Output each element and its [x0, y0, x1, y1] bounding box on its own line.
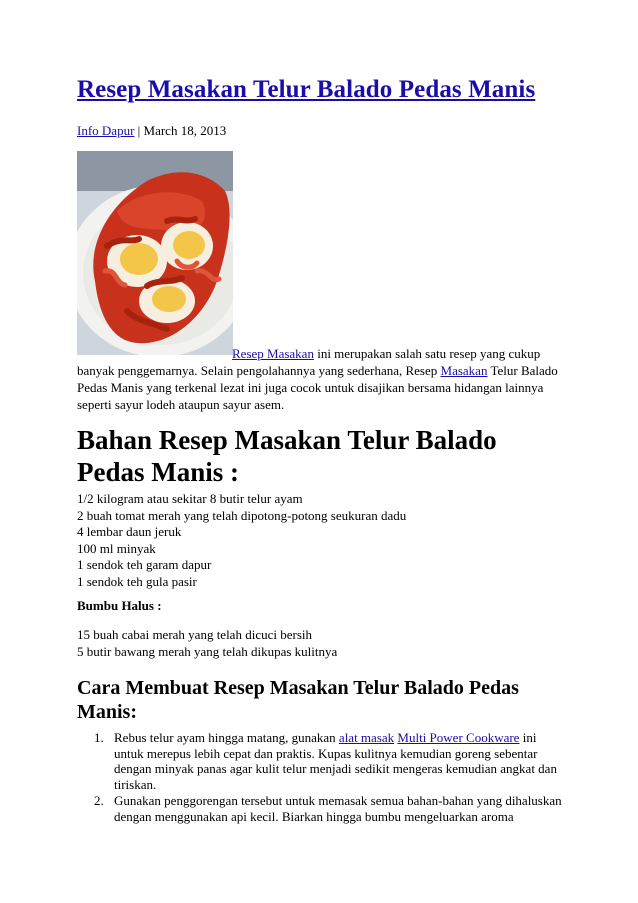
bumbu-heading: Bumbu Halus : — [77, 598, 162, 613]
step-text-rest: ini untuk merepus lebih cepat dan praktis. Kupas kulitnya kemudian goreng sebentar dengan minyak panas agar kulit telur menjadi sedikit mengeras kemudian angkat dan tiriskan. — [114, 730, 557, 792]
telur-balado-photo — [77, 151, 233, 355]
ingredients-heading: Bahan Resep Masakan Telur Balado Pedas Manis : — [77, 425, 497, 487]
intro-text-1: ini merupakan salah satu resep yang cukup — [313, 346, 541, 361]
steps-heading: Cara Membuat Resep Masakan Telur Balado Pedas Manis: — [77, 677, 519, 723]
publish-date: March 18, 2013 — [143, 123, 227, 138]
step-item — [77, 793, 563, 824]
ingredient-item: 100 ml minyak — [77, 540, 156, 556]
steps-list — [77, 730, 563, 825]
multi-power-cookware-link[interactable]: Multi Power Cookware — [397, 730, 520, 745]
intro-paragraph — [77, 345, 563, 413]
step-item — [77, 730, 563, 792]
article-title[interactable]: Resep Masakan Telur Balado Pedas Manis — [77, 76, 536, 103]
intro-first-line — [77, 345, 563, 362]
ingredient-item: 1 sendok teh gula pasir — [77, 573, 197, 589]
bumbu-item: 15 buah cabai merah yang telah dicuci bersih — [77, 627, 312, 642]
step-text: Gunakan penggorengan tersebut untuk memasak semua bahan-bahan yang dihaluskan dengan menggunakan api kecil. Biarkan hingga bumbu mengeluarkan aroma — [114, 793, 562, 824]
category-link[interactable]: Info Dapur — [77, 123, 135, 138]
ingredient-item: 4 lembar daun jeruk — [77, 524, 182, 539]
ingredient-item: 2 buah tomat merah yang telah dipotong-potong seukuran dadu — [77, 507, 407, 523]
food-illustration — [77, 151, 233, 355]
bumbu-item: 5 butir bawang merah yang telah dikupas kulitnya — [77, 643, 338, 659]
intro-text-2: banyak penggemarnya. Selain pengolahannya yang sederhana, Resep — [77, 363, 441, 378]
masakan-link[interactable]: Masakan — [440, 363, 488, 378]
alat-masak-link[interactable]: alat masak — [338, 730, 395, 745]
meta-separator: | — [134, 123, 144, 138]
intro-text-3: Telur Balado Pedas Manis yang terkenal lezat ini juga cocok untuk disajikan bersama hidangan lainnya seperti sayur lodeh ataupun sayur asem. — [77, 363, 558, 412]
step-text: Rebus telur ayam hingga matang, gunakan — [114, 730, 339, 745]
article-meta — [77, 123, 226, 139]
resep-masakan-link[interactable]: Resep Masakan — [232, 346, 314, 361]
ingredient-item: 1/2 kilogram atau sekitar 8 butir telur ayam — [77, 491, 303, 506]
ingredient-item: 1 sendok teh garam dapur — [77, 557, 212, 572]
step-number: 2. — [94, 793, 104, 808]
ingredients-list — [77, 491, 406, 590]
step-number: 1. — [94, 730, 104, 745]
bumbu-list — [77, 627, 337, 660]
